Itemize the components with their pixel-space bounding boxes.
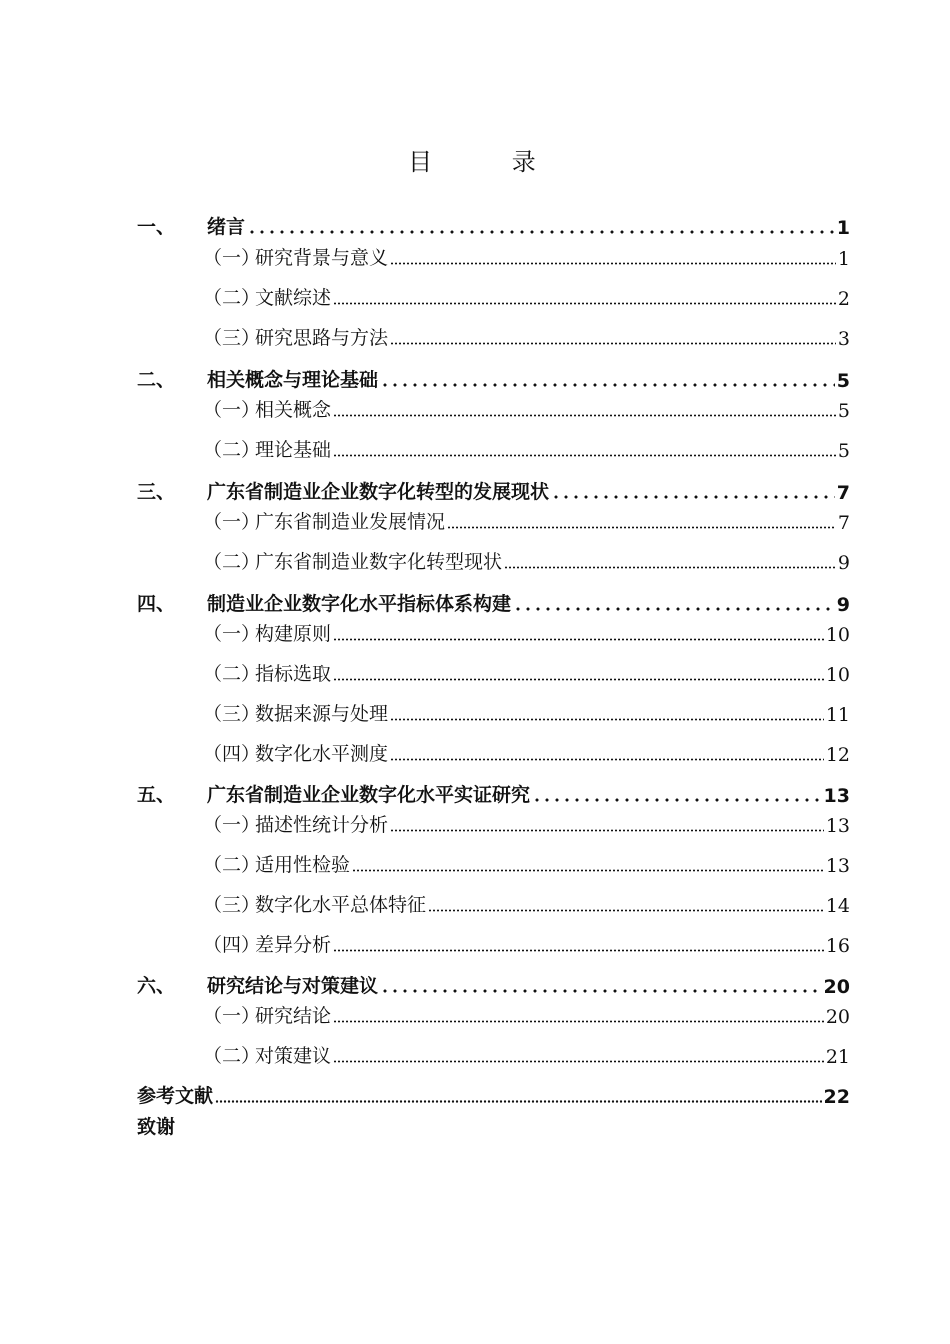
toc-entry-label: 研究背景与意义 — [255, 247, 389, 269]
toc-leader-dots — [380, 368, 835, 387]
toc-entry-label: 适用性检验 — [255, 854, 351, 876]
toc-leader-dots — [352, 853, 824, 872]
toc-page-number: 2 — [837, 288, 850, 310]
toc-leader-dots — [390, 246, 836, 265]
toc-entry-number: （一） — [203, 247, 261, 269]
toc-entry-label: 相关概念与理论基础 — [207, 369, 379, 391]
toc-entry-number: （一） — [203, 814, 261, 836]
toc-entry-label: 广东省制造业企业数字化转型的发展现状 — [207, 481, 550, 503]
toc-page-number: 5 — [836, 370, 850, 392]
toc-entry-label: 绪言 — [207, 216, 246, 238]
toc-leader-dots — [390, 742, 824, 761]
toc-leader-dots — [513, 592, 835, 611]
toc-entry-number: 六、 — [137, 975, 176, 997]
toc-entry-label: 广东省制造业数字化转型现状 — [255, 551, 503, 573]
toc-page-number: 13 — [823, 785, 850, 807]
toc-page-number: 5 — [837, 440, 850, 462]
toc-entry-label: 研究结论与对策建议 — [207, 975, 379, 997]
toc-page-number: 3 — [837, 328, 850, 350]
toc-leader-dots — [215, 1084, 822, 1103]
toc-entry-label: 广东省制造业企业数字化水平实证研究 — [207, 784, 531, 806]
toc-entry-9[interactable] — [137, 500, 850, 534]
toc-entry-number: （二） — [203, 551, 261, 573]
toc-page-number: 12 — [825, 744, 850, 766]
toc-page-number: 1 — [837, 248, 850, 270]
toc-entry-number: （四） — [203, 934, 261, 956]
toc-leader-dots — [333, 286, 836, 305]
toc-entry-number: （三） — [203, 327, 261, 349]
toc-page-number: 14 — [825, 895, 850, 917]
toc-page-number: 9 — [837, 552, 850, 574]
toc-entry-number: 三、 — [137, 481, 176, 503]
toc-page-number: 13 — [825, 855, 850, 877]
toc-leader-dots — [428, 893, 824, 912]
toc-entry-17[interactable] — [137, 803, 850, 837]
toc-leader-dots — [333, 438, 836, 457]
toc-entry-label: 数字化水平测度 — [255, 743, 389, 765]
toc-page-number: 21 — [825, 1046, 850, 1068]
toc-leader-dots — [390, 326, 836, 345]
toc-title: 目 录 — [408, 148, 572, 176]
toc-entry-1[interactable] — [137, 205, 850, 239]
toc-page-number: 11 — [825, 704, 850, 726]
toc-leader-dots — [447, 510, 836, 529]
toc-page-number: 1 — [836, 217, 850, 239]
toc-leader-dots — [333, 933, 824, 952]
toc-page-number: 5 — [837, 400, 850, 422]
toc-page-number: 20 — [825, 1006, 850, 1028]
toc-leader-dots — [380, 974, 822, 993]
toc-entry-label: 指标选取 — [255, 663, 332, 685]
toc-entry-number: （三） — [203, 703, 261, 725]
toc-entry-7[interactable] — [137, 428, 850, 462]
toc-entry-number: （一） — [203, 1005, 261, 1027]
toc-entry-8[interactable] — [137, 470, 850, 504]
toc-entry-number: （一） — [203, 623, 261, 645]
toc-entry-12[interactable] — [137, 612, 850, 646]
toc-leader-dots — [333, 662, 824, 681]
toc-page-number: 7 — [837, 512, 850, 534]
toc-entry-20[interactable] — [137, 923, 850, 957]
toc-entry-label: 广东省制造业发展情况 — [255, 511, 446, 533]
toc-entry-24[interactable] — [137, 1074, 850, 1108]
toc-entry-number: （一） — [203, 511, 261, 533]
toc-entry-15[interactable] — [137, 732, 850, 766]
toc-entry-6[interactable] — [137, 388, 850, 422]
toc-entry-16[interactable] — [137, 773, 850, 807]
toc-entry-number: （二） — [203, 287, 261, 309]
toc-entry-18[interactable] — [137, 843, 850, 877]
toc-entry-label: 数据来源与处理 — [255, 703, 389, 725]
toc-entry-label: 理论基础 — [255, 439, 332, 461]
toc-entry-19[interactable] — [137, 883, 850, 917]
toc-entry-number: 一、 — [137, 216, 176, 238]
toc-leader-dots — [333, 398, 836, 417]
toc-entry-number: （三） — [203, 894, 261, 916]
toc-page-number: 16 — [825, 935, 850, 957]
toc-entry-number: （二） — [203, 854, 261, 876]
toc-entry-label: 制造业企业数字化水平指标体系构建 — [207, 593, 512, 615]
toc-leader-dots — [333, 1004, 824, 1023]
toc-entry-22[interactable] — [137, 994, 850, 1028]
toc-entry-number: 二、 — [137, 369, 176, 391]
toc-page-number: 13 — [825, 815, 850, 837]
toc-entry-14[interactable] — [137, 692, 850, 726]
toc-leader-dots — [333, 622, 824, 641]
toc-entry-label: 构建原则 — [255, 623, 332, 645]
toc-entry-2[interactable] — [137, 236, 850, 270]
toc-entry-number: 四、 — [137, 593, 176, 615]
toc-entry-number: （二） — [203, 439, 261, 461]
toc-leader-dots — [247, 215, 835, 234]
toc-leader-dots — [532, 783, 822, 802]
toc-page-number: 9 — [836, 594, 850, 616]
toc-entry-label: 研究思路与方法 — [255, 327, 389, 349]
toc-entry-label: 数字化水平总体特征 — [255, 894, 427, 916]
toc-entry-23[interactable] — [137, 1034, 850, 1068]
toc-entry-label: 相关概念 — [255, 399, 332, 421]
toc-entry-13[interactable] — [137, 652, 850, 686]
toc-entry-label: 差异分析 — [255, 934, 332, 956]
toc-entry-11[interactable] — [137, 582, 850, 616]
toc-entry-3[interactable] — [137, 276, 850, 310]
toc-entry-5[interactable] — [137, 358, 850, 392]
toc-entry-label: 描述性统计分析 — [255, 814, 389, 836]
toc-entry-label: 文献综述 — [255, 287, 332, 309]
toc-entry-number: （二） — [203, 663, 261, 685]
toc-leader-dots — [333, 1044, 824, 1063]
toc-entry-number: （四） — [203, 743, 261, 765]
toc-entry-4[interactable] — [137, 316, 850, 350]
toc-entry-label: 对策建议 — [255, 1045, 332, 1067]
toc-entry-number: （二） — [203, 1045, 261, 1067]
toc-entry-label: 参考文献 — [137, 1085, 214, 1107]
toc-entry-21[interactable] — [137, 964, 850, 998]
toc-entry-number: 五、 — [137, 784, 176, 806]
toc-page-number: 10 — [825, 624, 850, 646]
acknowledgement-entry[interactable]: 致谢 — [137, 1116, 176, 1138]
toc-page-number: 22 — [823, 1086, 850, 1108]
toc-entry-number: （一） — [203, 399, 261, 421]
toc-entry-10[interactable] — [137, 540, 850, 574]
toc-page-number: 10 — [825, 664, 850, 686]
toc-leader-dots — [504, 550, 836, 569]
toc-page-number: 20 — [823, 976, 850, 998]
toc-leader-dots — [390, 813, 824, 832]
toc-leader-dots — [390, 702, 824, 721]
toc-leader-dots — [551, 480, 835, 499]
toc-entry-label: 研究结论 — [255, 1005, 332, 1027]
toc-page-number: 7 — [836, 482, 850, 504]
